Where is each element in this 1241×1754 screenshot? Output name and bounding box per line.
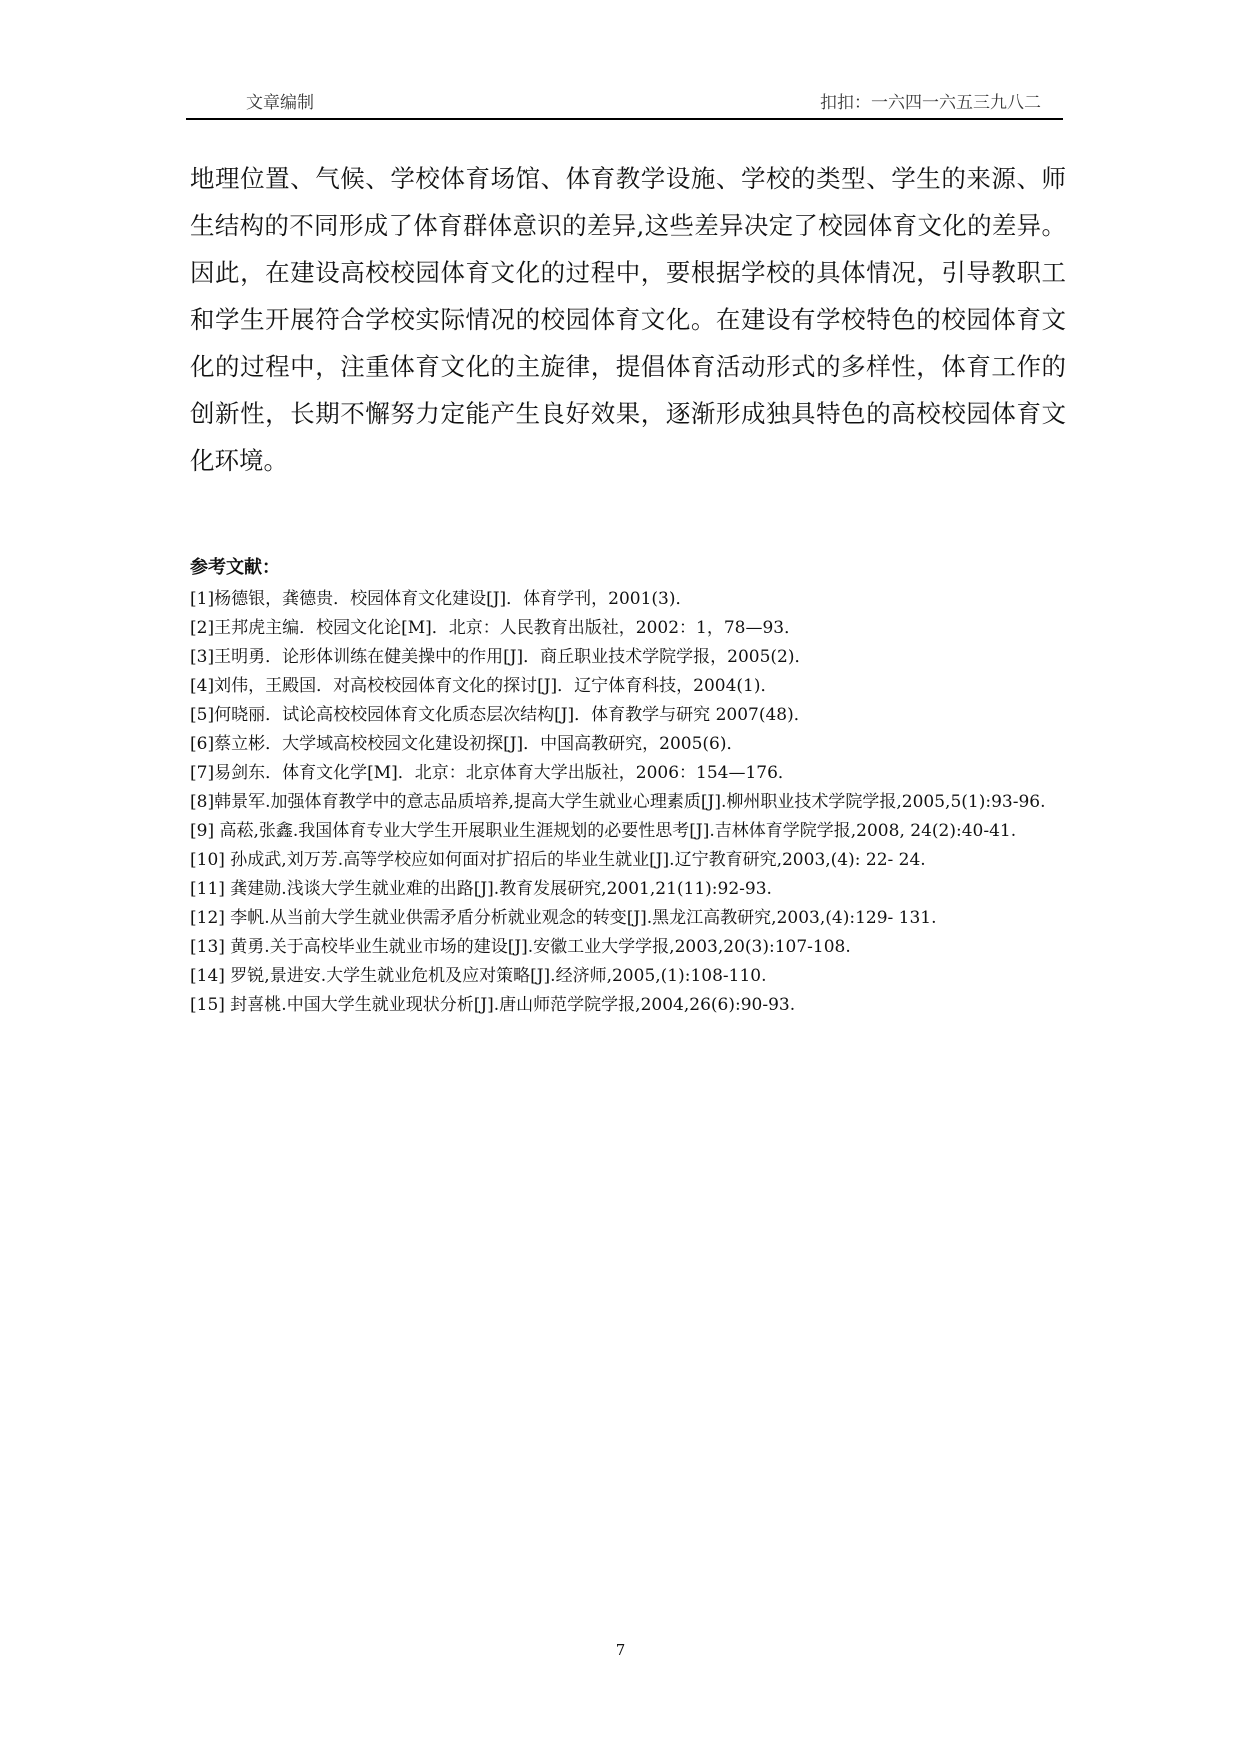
- references-title: 参考文献：: [190, 557, 280, 578]
- reference-item: [6]蔡立彬．大学域高校校园文化建设初探[J]．中国高教研究，2005(6)．: [190, 734, 744, 754]
- reference-item: [15] 封喜桃.中国大学生就业现状分析[J].唐山师范学院学报,2004,26(6):90-93.: [190, 995, 796, 1015]
- reference-item: [14] 罗锐,景进安.大学生就业危机及应对策略[J].经济师,2005,(1):108-110.: [190, 966, 767, 986]
- reference-item: [11] 龚建勋.浅谈大学生就业难的出路[J].教育发展研究,2001,21(11):92-93.: [190, 879, 772, 899]
- references-list: [190, 585, 1062, 1020]
- header-left-text: 文章编制: [246, 93, 314, 113]
- reference-item: [4]刘伟，王殿国．对高校校园体育文化的探讨[J]．辽宁体育科技，2004(1)．: [190, 676, 778, 696]
- reference-item: [12] 李帆.从当前大学生就业供需矛盾分析就业观念的转变[J].黑龙江高教研究,2003,(4):129- 131.: [190, 908, 937, 928]
- body-paragraph: 地理位置、气候、学校体育场馆、体育教学设施、学校的类型、学生的来源、师生结构的不同形成了体育群体意识的差异,这些差异决定了校园体育文化的差异。因此，在建设高校校园体育文化的过程中，要根据学校的具体情况，引导教职工和学生开展符合学校实际情况的校园体育文化。在建设有学校特色的校园体育文化的过程中，注重体育文化的主旋律，提倡体育活动形式的多样性，体育工作的创新性，长期不懈努力定能产生良好效果，逐渐形成独具特色的高校校园体育文化环境。: [190, 164, 1066, 475]
- reference-item: [1]杨德银，龚德贵．校园体育文化建设[J]．体育学刊，2001(3)．: [190, 589, 693, 609]
- reference-item: [7]易剑东．体育文化学[M]．北京：北京体育大学出版社，2006：154—176．: [190, 763, 795, 783]
- page-number: 7: [615, 1641, 626, 1659]
- reference-item: [8]韩景军.加强体育教学中的意志品质培养,提高大学生就业心理素质[J].柳州职业技术学院学报,2005,5(1):93-96.: [190, 792, 1046, 812]
- reference-item: [9] 高菘,张鑫.我国体育专业大学生开展职业生涯规划的必要性思考[J].吉林体育学院学报,2008, 24(2):40-41.: [190, 821, 1017, 841]
- reference-item: [10] 孙成武,刘万芳.高等学校应如何面对扩招后的毕业生就业[J].辽宁教育研究,2003,(4): 22- 24.: [190, 850, 926, 870]
- reference-item: [5]何晓丽．试论高校校园体育文化质态层次结构[J]．体育教学与研究 2007(48)．: [190, 705, 811, 725]
- reference-item: [2]王邦虎主编．校园文化论[M]．北京：人民教育出版社，2002：1，78—93．: [190, 618, 802, 638]
- reference-item: [13] 黄勇.关于高校毕业生就业市场的建设[J].安徽工业大学学报,2003,20(3):107-108.: [190, 937, 851, 957]
- page-header: [186, 84, 1063, 120]
- header-right-text: 扣扣：一六四一六五三九八二: [820, 93, 1041, 113]
- reference-item: [3]王明勇．论形体训练在健美操中的作用[J]．商丘职业技术学院学报，2005(2)．: [190, 647, 812, 667]
